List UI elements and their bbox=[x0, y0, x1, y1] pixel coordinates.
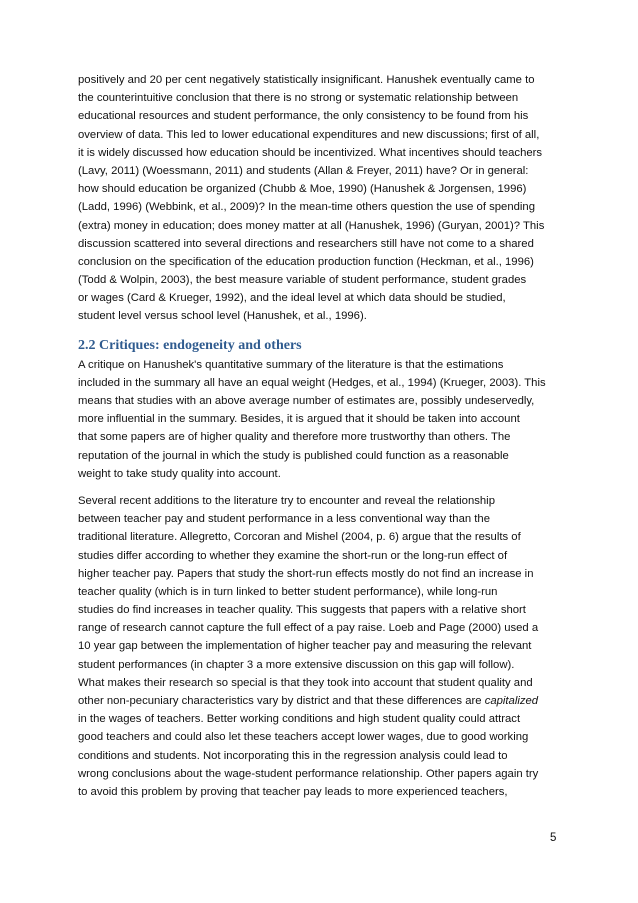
text-line: how should education be organized (Chubb & Moe, 1990) (Hanushek & Jorgensen, 1996) bbox=[78, 183, 527, 196]
text-line: positively and 20 per cent negatively statistically insignificant. Hanushek eventually came to bbox=[78, 74, 535, 86]
text-line: or wages (Card & Krueger, 1992), and the ideal level at which data should be studied, bbox=[78, 292, 506, 305]
italic-word: capitalized bbox=[484, 695, 539, 707]
text-line: in the wages of teachers. Better working conditions and high student quality could attract bbox=[78, 713, 521, 726]
text-line: range of research cannot capture the full effect of a pay raise. Loeb and Page (2000) used a bbox=[78, 622, 539, 635]
text-line: between teacher pay and student performance in a less conventional way than the bbox=[78, 513, 490, 526]
text-line bbox=[78, 692, 562, 710]
text-line: reputation of the journal in which the study is published could function as a reasonable bbox=[78, 449, 509, 462]
text-line: good teachers and could also let these teachers accept lower wages, due to good working bbox=[78, 731, 529, 744]
text-line: studies differ according to whether they examine the short-run or the long-run effect of bbox=[78, 549, 508, 562]
text-line: to avoid this problem by proving that teacher pay leads to more experienced teachers, bbox=[78, 785, 508, 798]
text-line: (Todd & Wolpin, 2003), the best measure variable of student performance, student grades bbox=[78, 274, 527, 287]
text-line: overview of data. This led to lower educational expenditures and new discussions; first of all, bbox=[78, 128, 540, 141]
text-line: higher teacher pay. Papers that study the short-run effects mostly do not find an increase in bbox=[78, 567, 534, 580]
text-line: means that studies with an above average number of estimates are, possibly undeservedly, bbox=[78, 395, 535, 407]
text-line: it is widely discussed how education should be incentivized. What incentives should teachers bbox=[78, 146, 543, 159]
text-line: included in the summary all have an equal weight (Hedges, et al., 1994) (Krueger, 2003). This bbox=[78, 376, 546, 389]
text-line: Several recent additions to the literature try to encounter and reveal the relationship bbox=[78, 494, 495, 507]
text-line: weight to take study quality into account. bbox=[78, 467, 281, 480]
text-line: educational resources and student performance, the only consistency to be found from his bbox=[78, 110, 529, 123]
text-line: more influential in the summary. Besides, it is argued that it should be taken into account bbox=[78, 413, 520, 426]
text-line: discussion scattered into several directions and researchers still have not come to a shared bbox=[78, 237, 534, 250]
text-line: student level versus school level (Hanushek, et al., 1996). bbox=[78, 310, 367, 323]
text-line: What makes their research so special is that they took into account that student quality and bbox=[78, 676, 533, 689]
text-line: (extra) money in education; does money matter at all (Hanushek, 1996) (Guryan, 2001)? This bbox=[78, 219, 545, 232]
page-number: 5 bbox=[550, 832, 557, 844]
text-line: (Ladd, 1996) (Webbink, et al., 2009)? In the mean-time others question the use of spending bbox=[78, 201, 535, 214]
paragraph-1 bbox=[78, 71, 562, 326]
text-line: 10 year gap between the implementation of higher teacher pay and measuring the relevant bbox=[78, 640, 532, 653]
text-line: the counterintuitive conclusion that there is no strong or systematic relationship between bbox=[78, 92, 519, 105]
paragraph-2 bbox=[78, 356, 562, 483]
text-line: conditions and students. Not incorporating this in the regression analysis could lead to bbox=[78, 749, 508, 762]
text-line: traditional literature. Allegretto, Corcoran and Mishel (2004, p. 6) argue that the results of bbox=[78, 531, 521, 544]
text-line: (Lavy, 2011) (Woessmann, 2011) and students (Allan & Freyer, 2011) have? Or in general: bbox=[78, 164, 529, 177]
text-line: A critique on Hanushek's quantitative summary of the literature is that the estimations bbox=[78, 358, 504, 371]
document-page bbox=[78, 71, 562, 801]
paragraph-3 bbox=[78, 492, 562, 801]
section-heading: 2.2 Critiques: endogeneity and others bbox=[78, 337, 302, 353]
text-line: conclusion on the specification of the education production function (Heckman, et al., 1996) bbox=[78, 255, 534, 268]
text-line: wrong conclusions about the wage-student performance relationship. Other papers again try bbox=[78, 767, 539, 780]
text-span: other non-pecuniary characteristics vary by district and that these differences are bbox=[78, 695, 482, 707]
paragraph-spacer bbox=[78, 483, 562, 492]
text-line: teacher quality (which is in turn linked to better student performance), while long-run bbox=[78, 585, 498, 598]
text-line: studies do find increases in teacher quality. This suggests that papers with a relative short bbox=[78, 604, 526, 617]
text-line: that some papers are of higher quality and therefore more trustworthy than others. The bbox=[78, 431, 511, 444]
text-line: student performances (in chapter 3 a more extensive discussion on this gap will follow). bbox=[78, 658, 515, 671]
